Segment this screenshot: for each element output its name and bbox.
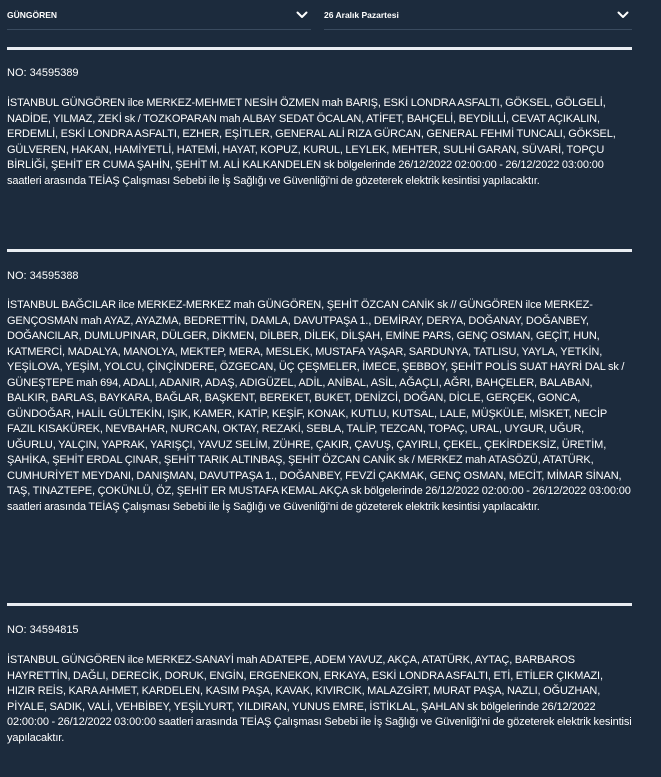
date-select-value: 26 Aralık Pazartesi xyxy=(324,9,399,20)
district-select-value: GÜNGÖREN xyxy=(7,9,58,20)
district-select[interactable] xyxy=(7,0,311,30)
section-divider xyxy=(7,47,632,50)
outage-description: İSTANBUL GÜNGÖREN ilce MERKEZ-MEHMET NESİH ÖZMEN mah BARIŞ, ESKİ LONDRA ASFALTI, GÖKSEL, GÖLGELİ, NADİDE, YILMAZ, ZEKİ sk / TOZKOPARAN mah ALBAY SEDAT ÖCALAN, ATİFET, BAHÇELİ, BEYDİLLİ, CEVAT AÇIKALIN, ERDEMLİ, ESKİ LONDRA ASFALTI, EZHER, EŞİTLER, GENERAL ALİ RIZA GÜRCAN, GENERAL FEHMİ TUNCALI, GÖKSEL, GÜLVEREN, HAKAN, HAMİYETLİ, HATEMİ, HAYAT, KOPUZ, KURUL, LEYLEK, MEHTER, SULHİ GARAN, SÜVARİ, TOPÇU BİRLİĞİ, ŞEHİT ER CUMA ŞAHİN, ŞEHİT M. ALİ KALKANDELEN sk bölgelerinde 26/12/2022 02:00:00 - 26/12/2022 03:00:00 saatleri arasında TEİAŞ Çalışması Sebebi ile İş Sağlığı ve Güvenliği'ni de gözeterek elektrik kesintisi yapılacaktır. xyxy=(7,97,616,187)
outage-number: NO: 34595389 xyxy=(7,67,79,79)
outage-item xyxy=(7,269,632,515)
section-divider xyxy=(7,603,632,606)
outage-item xyxy=(7,623,632,746)
outage-description: İSTANBUL BAĞCILAR ilce MERKEZ-MERKEZ mah GÜNGÖREN, ŞEHİT ÖZCAN CANİK sk // GÜNGÖREN ilce MERKEZ-GENÇOSMAN mah AYAZ, AYAZMA, BEDRETTİN, DAMLA, DAVUTPAŞA 1., DEMİRAY, DERYA, DOĞANAY, DOĞANBEY, DOĞANCILAR, DUMLUPINAR, DÜLGER, DİKMEN, DİLBER, DİLEK, DİLŞAH, EMİNE PARS, GENÇ OSMAN, GEÇİT, HUN, KATMERCİ, MADALYA, MANOLYA, MEKTEP, MERA, MESLEK, MUSTAFA YAŞAR, SARDUNYA, TATLISU, YAYLA, YETKİN, YEŞİLOVA, YEŞİM, YOLCU, ÇİNÇİNDERE, ÖZGECAN, ÜÇ ÇEŞMELER, İMECE, ŞEBBOY, ŞEHİT POLİS SUAT HAYRİ DAL sk / GÜNEŞTEPE mah 694, ADALI, ADANIR, ADAŞ, ADIGÜZEL, ADİL, ANİBAL, ASİL, AĞAÇLI, AĞRI, BAHÇELER, BALABAN, BALKIR, BARLAS, BAYKARA, BAĞLAR, BAŞKENT, BEREKET, BUKET, DENİZCİ, DOĞAN, DİCLE, GERÇEK, GONCA, GÜNDOĞAR, HALİL GÜLTEKİN, IŞIK, KAMER, KATİP, KEŞİF, KONAK, KUTLU, KUTSAL, LALE, MÜŞKÜLE, MİSKET, NECİP FAZIL KISAKÜREK, NEVBAHAR, NURCAN, OKTAY, REZAKİ, SEBLA, TALİP, TEZCAN, TOPAÇ, URAL, UYGUR, UĞUR, UĞURLU, YALÇIN, YAPRAK, YARIŞÇI, YAVUZ SELİM, ZÜHRE, ÇAKIR, ÇAVUŞ, ÇAYIRLI, ÇEKEL, ÇEKİRDEKSİZ, ÜRETİM, ŞAHİKA, ŞEHİT ERDAL ÇINAR, ŞEHİT TARIK ALTINBAŞ, ŞEHİT ÖZCAN CANİK sk / MERKEZ mah ATASÖZÜ, ATATÜRK, CUMHURİYET MEYDANI, DANIŞMAN, DAVUTPAŞA 1., DOĞANBEY, FEVZİ ÇAKMAK, GENÇ OSMAN, MECİT, MİMAR SİNAN, TAŞ, TINAZTEPE, ÇOKÜNLÜ, ÖZ, ŞEHİT ER MUSTAFA KEMAL AKÇA sk bölgelerinde 26/12/2022 02:00:00 - 26/12/2022 03:00:00 saatleri arasında TEİAŞ Çalışması Sebebi ile İş Sağlığı ve Güvenliği'ni de gözeterek elektrik kesintisi yapılacaktır. xyxy=(7,299,631,513)
outage-number: NO: 34595388 xyxy=(7,270,79,282)
filter-bar xyxy=(0,0,661,32)
chevron-down-icon xyxy=(614,8,632,22)
date-select[interactable] xyxy=(324,0,632,30)
chevron-down-icon xyxy=(293,8,311,22)
outage-number: NO: 34594815 xyxy=(7,624,79,636)
outage-item xyxy=(7,66,632,189)
section-divider xyxy=(7,249,632,252)
outage-description: İSTANBUL GÜNGÖREN ilce MERKEZ-SANAYİ mah ADATEPE, ADEM YAVUZ, AKÇA, ATATÜRK, AYTAÇ, BARBAROS HAYRETTİN, DAĞLI, DERECİK, DORUK, ENGİN, ERGENEKON, ERKAYA, ESKİ LONDRA ASFALTI, ETİ, ETİLER ÇIKMAZI, HIZIR REİS, KARA AHMET, KARDELEN, KASIM PAŞA, KAVAK, KIVIRCIK, MALAZGİRT, MURAT PAŞA, NAZLI, OĞUZHAN, PİYALE, SADIK, VALİ, VEHBİBEY, YEŞİLYURT, YILDIRAN, YUNUS EMRE, İSTİKLAL, ŞAHLAN sk bölgelerinde 26/12/2022 02:00:00 - 26/12/2022 03:00:00 saatleri arasında TEİAŞ Çalışması Sebebi ile İş Sağlığı ve Güvenliği'ni de gözeterek elektrik kesintisi yapılacaktır. xyxy=(7,654,632,744)
